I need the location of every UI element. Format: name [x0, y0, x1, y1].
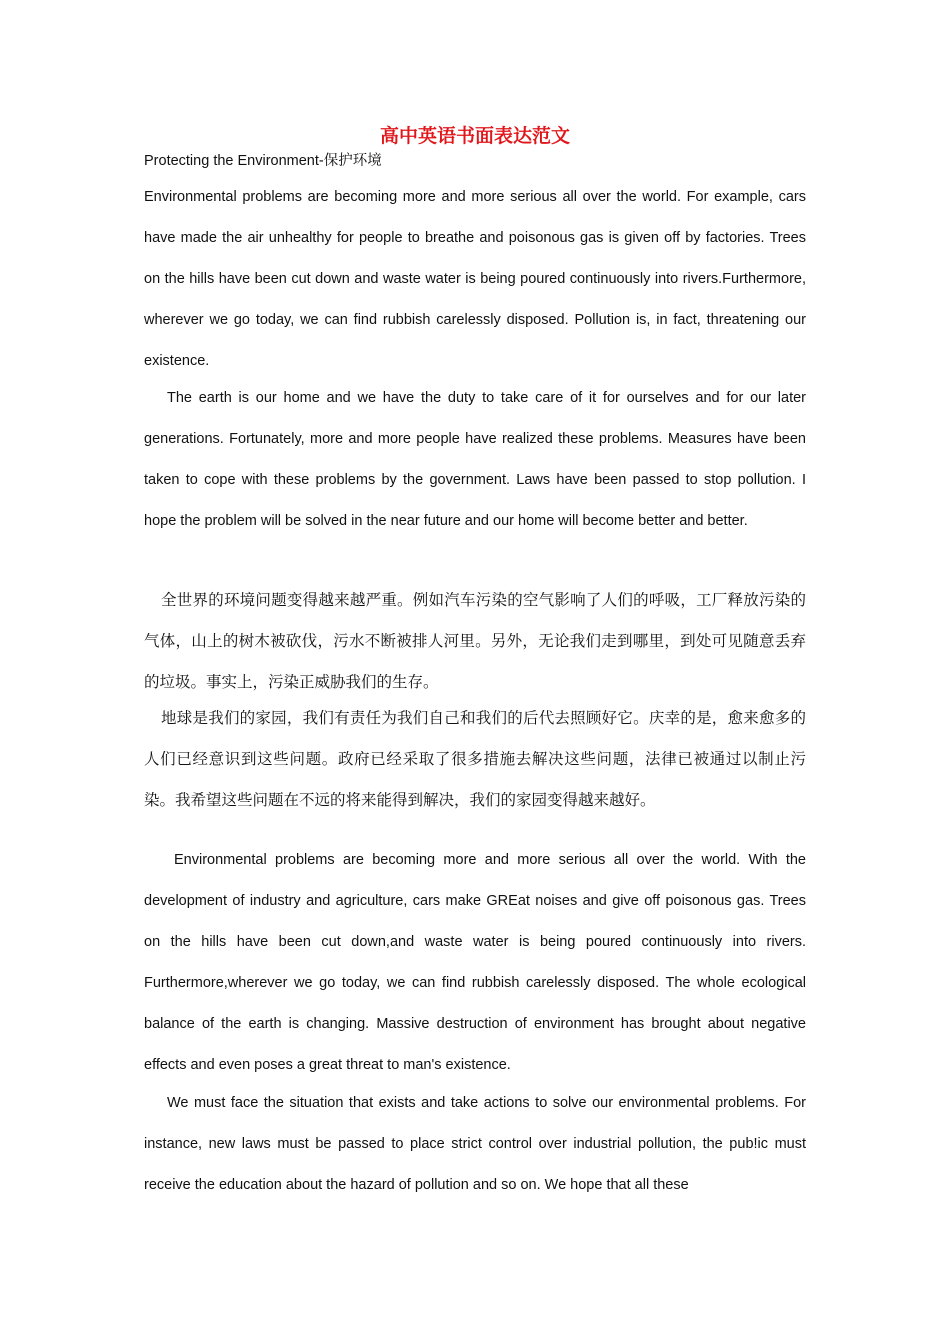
paragraph-english-3: Environmental problems are becoming more and more serious all over the world. With the development of industry and agriculture, cars make GREat noises and give off poisonous gas. Trees on the hills have been cut down,and waste water is being poured continuously into rivers. Furthermore,wherever we go today, we can find rubbish carelessly disposed. The whole ecological balance of the earth is changing. Massive destruction of environment has brought about negative effects and even poses a great threat to man's existence.	[144, 852, 806, 1073]
paragraph-english-2: The earth is our home and we have the duty to take care of it for ourselves and for our later generations. Fortunately, more and more people have realized these problems. Measures have been taken to cope with these problems by the government. Laws have been passed to stop pollution. I hope the problem will be solved in the near future and our home will become better and better.	[144, 390, 806, 529]
paragraph-chinese-2: 地球是我们的家园，我们有责任为我们自己和我们的后代去照顾好它。庆幸的是，愈来愈多的人们已经意识到这些问题。政府已经采取了很多措施去解决这些问题，法律已被通过以制止污染。我希望这些问题在不远的将来能得到解决，我们的家园变得越来越好。	[144, 709, 806, 809]
paragraph-english-4: We must face the situation that exists and take actions to solve our environmental problems. For instance, new laws must be passed to place strict control over industrial pollution, the pub!ic must receive the education about the hazard of pollution and so on. We hope that all these	[144, 1095, 806, 1193]
document-title: 高中英语书面表达范文	[379, 125, 570, 147]
paragraph-chinese-1: 全世界的环境问题变得越来越严重。例如汽车污染的空气影响了人们的呼吸，工厂释放污染的气体，山上的树木被砍伐，污水不断被排人河里。另外，无论我们走到哪里，到处可见随意丢弃的垃圾。事实上，污染正威胁我们的生存。	[144, 591, 806, 691]
paragraph-english-1: Environmental problems are becoming more and more serious all over the world. For example, cars have made the air unhealthy for people to breathe and poisonous gas is given off by factories. Trees on the hills have been cut down and waste water is being poured continuously into rivers.Furthermore, wherever we go today, we can find rubbish carelessly disposed. Pollution is, in fact, threatening our existence.	[144, 189, 806, 369]
document-subtitle: Protecting the Environment-保护环境	[144, 153, 382, 169]
